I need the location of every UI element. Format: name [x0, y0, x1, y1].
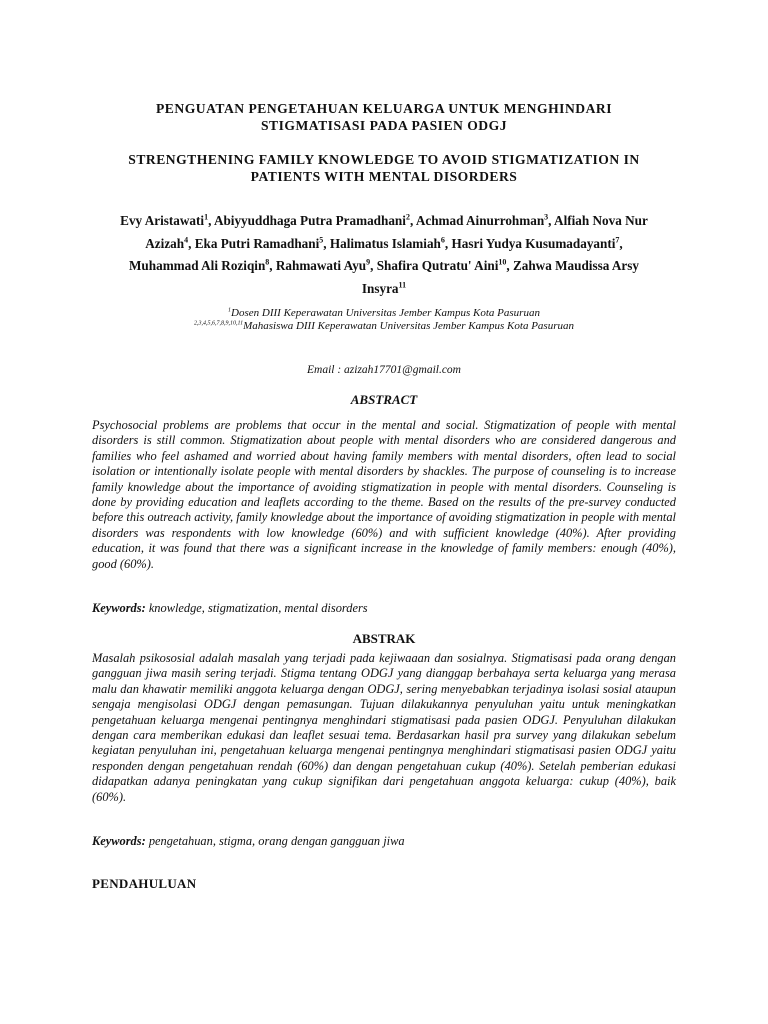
title-id-line-2: STIGMATISASI PADA PASIEN ODGJ	[260, 118, 507, 133]
affiliation-1-sup: 1	[228, 307, 232, 314]
affiliations	[170, 307, 598, 332]
author-name: Hasri Yudya Kusumadayanti	[451, 235, 616, 251]
keywords-id-text: pengetahuan, stigma, orang dengan gangguan jiwa	[148, 834, 405, 848]
author-affiliation-number: 5	[319, 235, 324, 245]
author-separator: ,	[323, 235, 330, 251]
author-affiliation-number: 4	[184, 235, 189, 245]
author-name: Evy Aristawati	[120, 213, 205, 228]
author-affiliation-number: 6	[440, 235, 445, 245]
author-separator: ,	[619, 235, 623, 251]
author-name: Muhammad Ali Roziqin	[128, 258, 266, 273]
author	[377, 258, 507, 273]
affiliation-2-text: Mahasiswa DIII Keperawatan Universitas Jember Kampus Kota Pasuruan	[243, 319, 574, 332]
author-separator: ,	[548, 213, 555, 228]
author-separator: ,	[444, 235, 452, 251]
author-separator: ,	[409, 213, 416, 228]
author-name: Zahwa Maudissa Arsy Insyra	[361, 258, 639, 296]
author-separator: ,	[370, 258, 377, 273]
author-affiliation-number: 8	[265, 257, 270, 267]
section-heading-introduction: PENDAHULUAN	[92, 876, 197, 891]
author-affiliation-number: 2	[405, 212, 410, 222]
keywords-en-label: Keywords:	[92, 601, 146, 615]
author-separator: ,	[269, 258, 276, 273]
affiliation-2-sup: 2,3,4,5,6,7,8,9,10,11	[194, 319, 244, 326]
abstract-body: Psychosocial problems are problems that occur in the mental and social. Stigmatization of people with mental disorders is still common. Stigmatization about people with mental disorders who are considered dangerous and families who feel ashamed and worried about having family members with mental disorders, often lead to social isolation or intentionally isolate people with mental disorders by shackles. The purpose of counseling is to increase family knowledge about the importance of avoiding stigmatization in people with mental disorders. Counseling is done by providing education and leaflets according to the theme. Based on the results of the pre-survey conducted before this outreach activity, family knowledge about the importance of avoiding stigmatization in people with mental disorders was respondents with low knowledge (60%) and with sufficient knowledge (40%). After providing education, it was found that there was a significant increase in the knowledge of family members: enough (40%), good (60%).	[92, 418, 676, 571]
author	[195, 236, 324, 251]
keywords-en-text: knowledge, stigmatization, mental disorders	[148, 601, 368, 615]
title-indonesian	[92, 100, 676, 134]
author	[330, 236, 445, 251]
author-separator: ,	[506, 258, 513, 273]
title-block	[92, 100, 676, 185]
author-name: Eka Putri Ramadhani	[194, 235, 320, 251]
author-name: Rahmawati Ayu	[275, 258, 367, 273]
author	[129, 258, 269, 273]
author-affiliation-number: 1	[204, 212, 209, 222]
author-affiliation-number: 10	[498, 257, 507, 267]
author-name: Shafira Qutratu' Aini	[376, 258, 499, 273]
title-en-line-2: PATIENTS WITH MENTAL DISORDERS	[250, 169, 518, 184]
author	[416, 213, 548, 228]
author-list	[110, 210, 658, 300]
author-name: Halimatus Islamiah	[329, 235, 441, 251]
author	[120, 213, 208, 228]
affiliation-students	[170, 320, 598, 333]
abstrak-body: Masalah psikososial adalah masalah yang terjadi pada kejiwaaan dan sosialnya. Stigmatisasi pada orang dengan gangguan jiwa masih sering terjadi. Stigma tentang ODGJ yang dianggap berbahaya serta keluarga yang merasa malu dan khawatir memiliki anggota keluarga dengan ODGJ, sering menyebabkan terjadinya isolasi sosial ataupun sengaja mengisolasi ODGJ dengan pemasungan. Tujuan dilakukannya penyuluhan yaitu untuk meningkatkan pengetahuan keluarga mengenai pentingnya menghindari stigmatisasi pada pasien ODGJ. Penyuluhan dilakukan dengan cara memberikan edukasi dan leaflet sesuai tema. Berdasarkan hasil pra survey yang dilakukan sebelum kegiatan penyuluhan ini, pengetahuan keluarga mengenai pentingnya menghindari stigmatisasi pasien ODGJ yaitu responden dengan pengetahuan rendah (60%) dan dengan pengetahuan cukup (40%). Setelah pemberian edukasi didapatkan adanya peningkatan yang cukup signifikan dari pengetahuan anggota keluarga: cukup (40%), baik (60%).	[92, 651, 676, 804]
author	[214, 213, 410, 228]
author-affiliation-number: 3	[544, 212, 549, 222]
author-separator: ,	[188, 235, 195, 251]
author-affiliation-number: 11	[398, 280, 407, 290]
title-english	[92, 151, 676, 185]
corresponding-email: Email : azizah17701@gmail.com	[306, 364, 461, 376]
title-id-line-1: PENGUATAN PENGETAHUAN KELUARGA UNTUK MENGHINDARI	[156, 101, 612, 116]
keywords-id-label: Keywords:	[92, 834, 146, 848]
author-name: Achmad Ainurrohman	[415, 213, 545, 228]
title-en-line-1: STRENGTHENING FAMILY KNOWLEDGE TO AVOID STIGMATIZATION IN	[128, 152, 640, 167]
keywords-indonesian	[92, 834, 676, 849]
author-affiliation-number: 7	[615, 235, 620, 245]
abstract-heading: ABSTRACT	[350, 392, 418, 407]
author	[451, 236, 619, 251]
author-separator: ,	[208, 213, 214, 228]
author-name: Abiyyuddhaga Putra Pramadhani	[213, 213, 406, 228]
affiliation-lecturer	[170, 307, 598, 320]
keywords-english	[92, 601, 676, 616]
affiliation-1-text: Dosen DIII Keperawatan Universitas Jember Kampus Kota Pasuruan	[231, 307, 540, 319]
author	[276, 258, 370, 273]
abstrak-heading: ABSTRAK	[352, 631, 416, 646]
author-name: Alfiah Nova Nur Azizah	[145, 213, 648, 251]
author-affiliation-number: 9	[366, 257, 371, 267]
